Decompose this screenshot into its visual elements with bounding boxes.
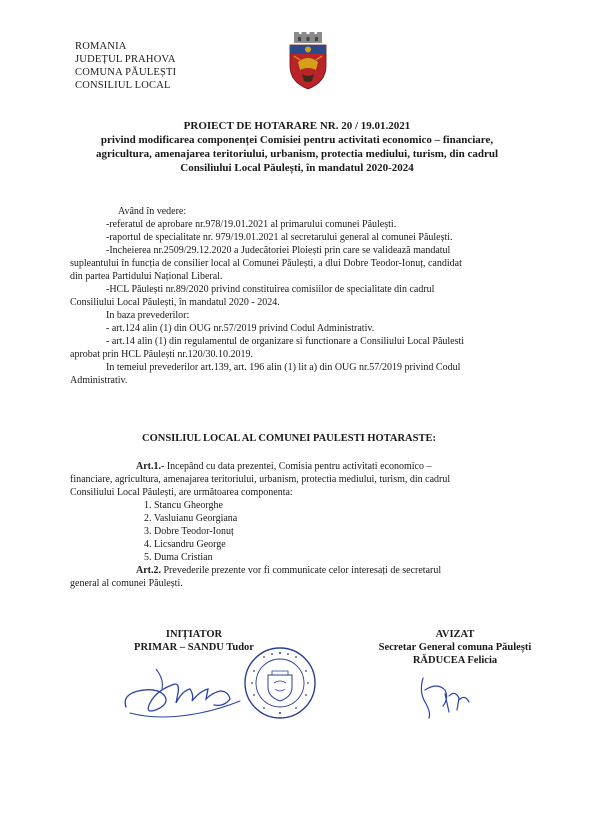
art1-line: financiare, agricultura, amenajarea teritoriului, urbanism, protectia mediului, turism, din cadrul — [70, 474, 451, 485]
basis-item: -raportul de specialitate nr. 979/19.01.2021 al secretarului general al comunei Păulești. — [106, 232, 453, 243]
legal-basis — [70, 205, 536, 387]
title-number: PROIECT DE HOTARARE NR. 20 / 19.01.2021 — [183, 120, 411, 132]
basis-item: -referatul de aprobare nr.978/19.01.2021 al primarului comunei Păulești. — [106, 219, 397, 230]
member-item: 2. Vasluianu Georgiana — [144, 513, 238, 524]
title-subject-line: Consiliului Local Păulești, în mandatul 2020-2024 — [180, 162, 414, 174]
official-seal-icon — [242, 645, 318, 721]
coat-of-arms-icon — [286, 32, 330, 90]
header-line-council: CONSILIUL LOCAL — [75, 80, 171, 91]
art2-line — [70, 564, 540, 577]
basis-item: -HCL Păulești nr.89/2020 privind constituirea comisiilor de specialitate din cadrul — [106, 284, 435, 295]
member-item: 3. Dobre Teodor-Ionuț — [144, 526, 234, 537]
approver-name: RĂDUCEA Felicia — [412, 655, 498, 666]
document-title — [58, 119, 536, 175]
initiator-role: INIȚIATOR — [165, 629, 223, 640]
header-line-commune: COMUNA PĂULEȘTI — [75, 67, 177, 78]
member-item: 1. Stancu Gheorghe — [144, 500, 223, 511]
basis-item: -Incheierea nr.2509/29.12.2020 a Judecătoriei Ploiești prin care se validează mandatul — [106, 245, 451, 256]
basis-item: Administrativ. — [70, 375, 128, 386]
art1-label: Art.1.- — [136, 461, 165, 472]
title-subject-line: agricultura, amenajarea teritoriului, urbanism, protectia mediului, turism, din cadrul — [96, 148, 498, 160]
articles — [70, 460, 540, 590]
mayor-handwritten-signature — [120, 655, 250, 725]
issuer-header — [75, 40, 176, 92]
art2-label: Art.2. — [136, 565, 161, 576]
header-line-county: JUDEȚUL PRAHOVA — [75, 54, 176, 65]
art1-line — [70, 460, 540, 473]
approver-role: AVIZAT — [435, 629, 475, 640]
basis-item: aprobat prin HCL Păulești nr.120/30.10.2019. — [70, 349, 253, 360]
art2-text: Prevederile prezente vor fi communicate celor interesați de secretarul — [161, 565, 442, 576]
council-decision-heading: CONSILIUL LOCAL AL COMUNEI PAULESTI HOTARASTE: — [142, 433, 436, 444]
approver-title: Secretar General comuna Păulești — [378, 642, 532, 653]
title-subject-line: privind modificarea componenței Comisiei pentru activitati economico – financiare, — [100, 134, 494, 146]
basis-item: In temeiul prevederilor art.139, art. 196 alin (1) lit a) din OUG nr.57/2019 privind Codul — [106, 362, 461, 373]
art1-line: Consiliului Local Păulești, are următoarea componenta: — [70, 487, 293, 498]
basis-intro: Având în vedere: — [118, 206, 187, 217]
member-item: 4. Licsandru George — [144, 539, 226, 550]
basis-item: Consiliului Local Păulești, în mandatul 2020 - 2024. — [70, 297, 280, 308]
secretary-handwritten-signature — [415, 672, 475, 722]
art2-line: general al comunei Păulești. — [70, 578, 183, 589]
basis-item: din partea Partidului Național Liberal. — [70, 271, 223, 282]
approver-signature-block — [350, 628, 560, 667]
committee-members-list — [144, 499, 540, 564]
basis-item: In baza prevederilor: — [106, 310, 190, 321]
basis-item: - art.14 alin (1) din regulamentul de organizare si functionare a Consiliului Local Păulesti — [106, 336, 465, 347]
header-line-country: ROMANIA — [75, 41, 127, 52]
member-item: 5. Duma Cristian — [144, 552, 213, 563]
art1-text: Incepând cu data prezentei, Comisia pentru activitati economico – — [164, 461, 432, 472]
basis-item: - art.124 alin (1) din OUG nr.57/2019 privind Codul Administrativ. — [106, 323, 375, 334]
initiator-name: PRIMAR – SANDU Tudor — [134, 642, 254, 653]
basis-item: supleantului în funcția de consilier local al Comunei Păulești, a dlui Dobre Teodor-Ionuț, candidat — [70, 258, 462, 269]
